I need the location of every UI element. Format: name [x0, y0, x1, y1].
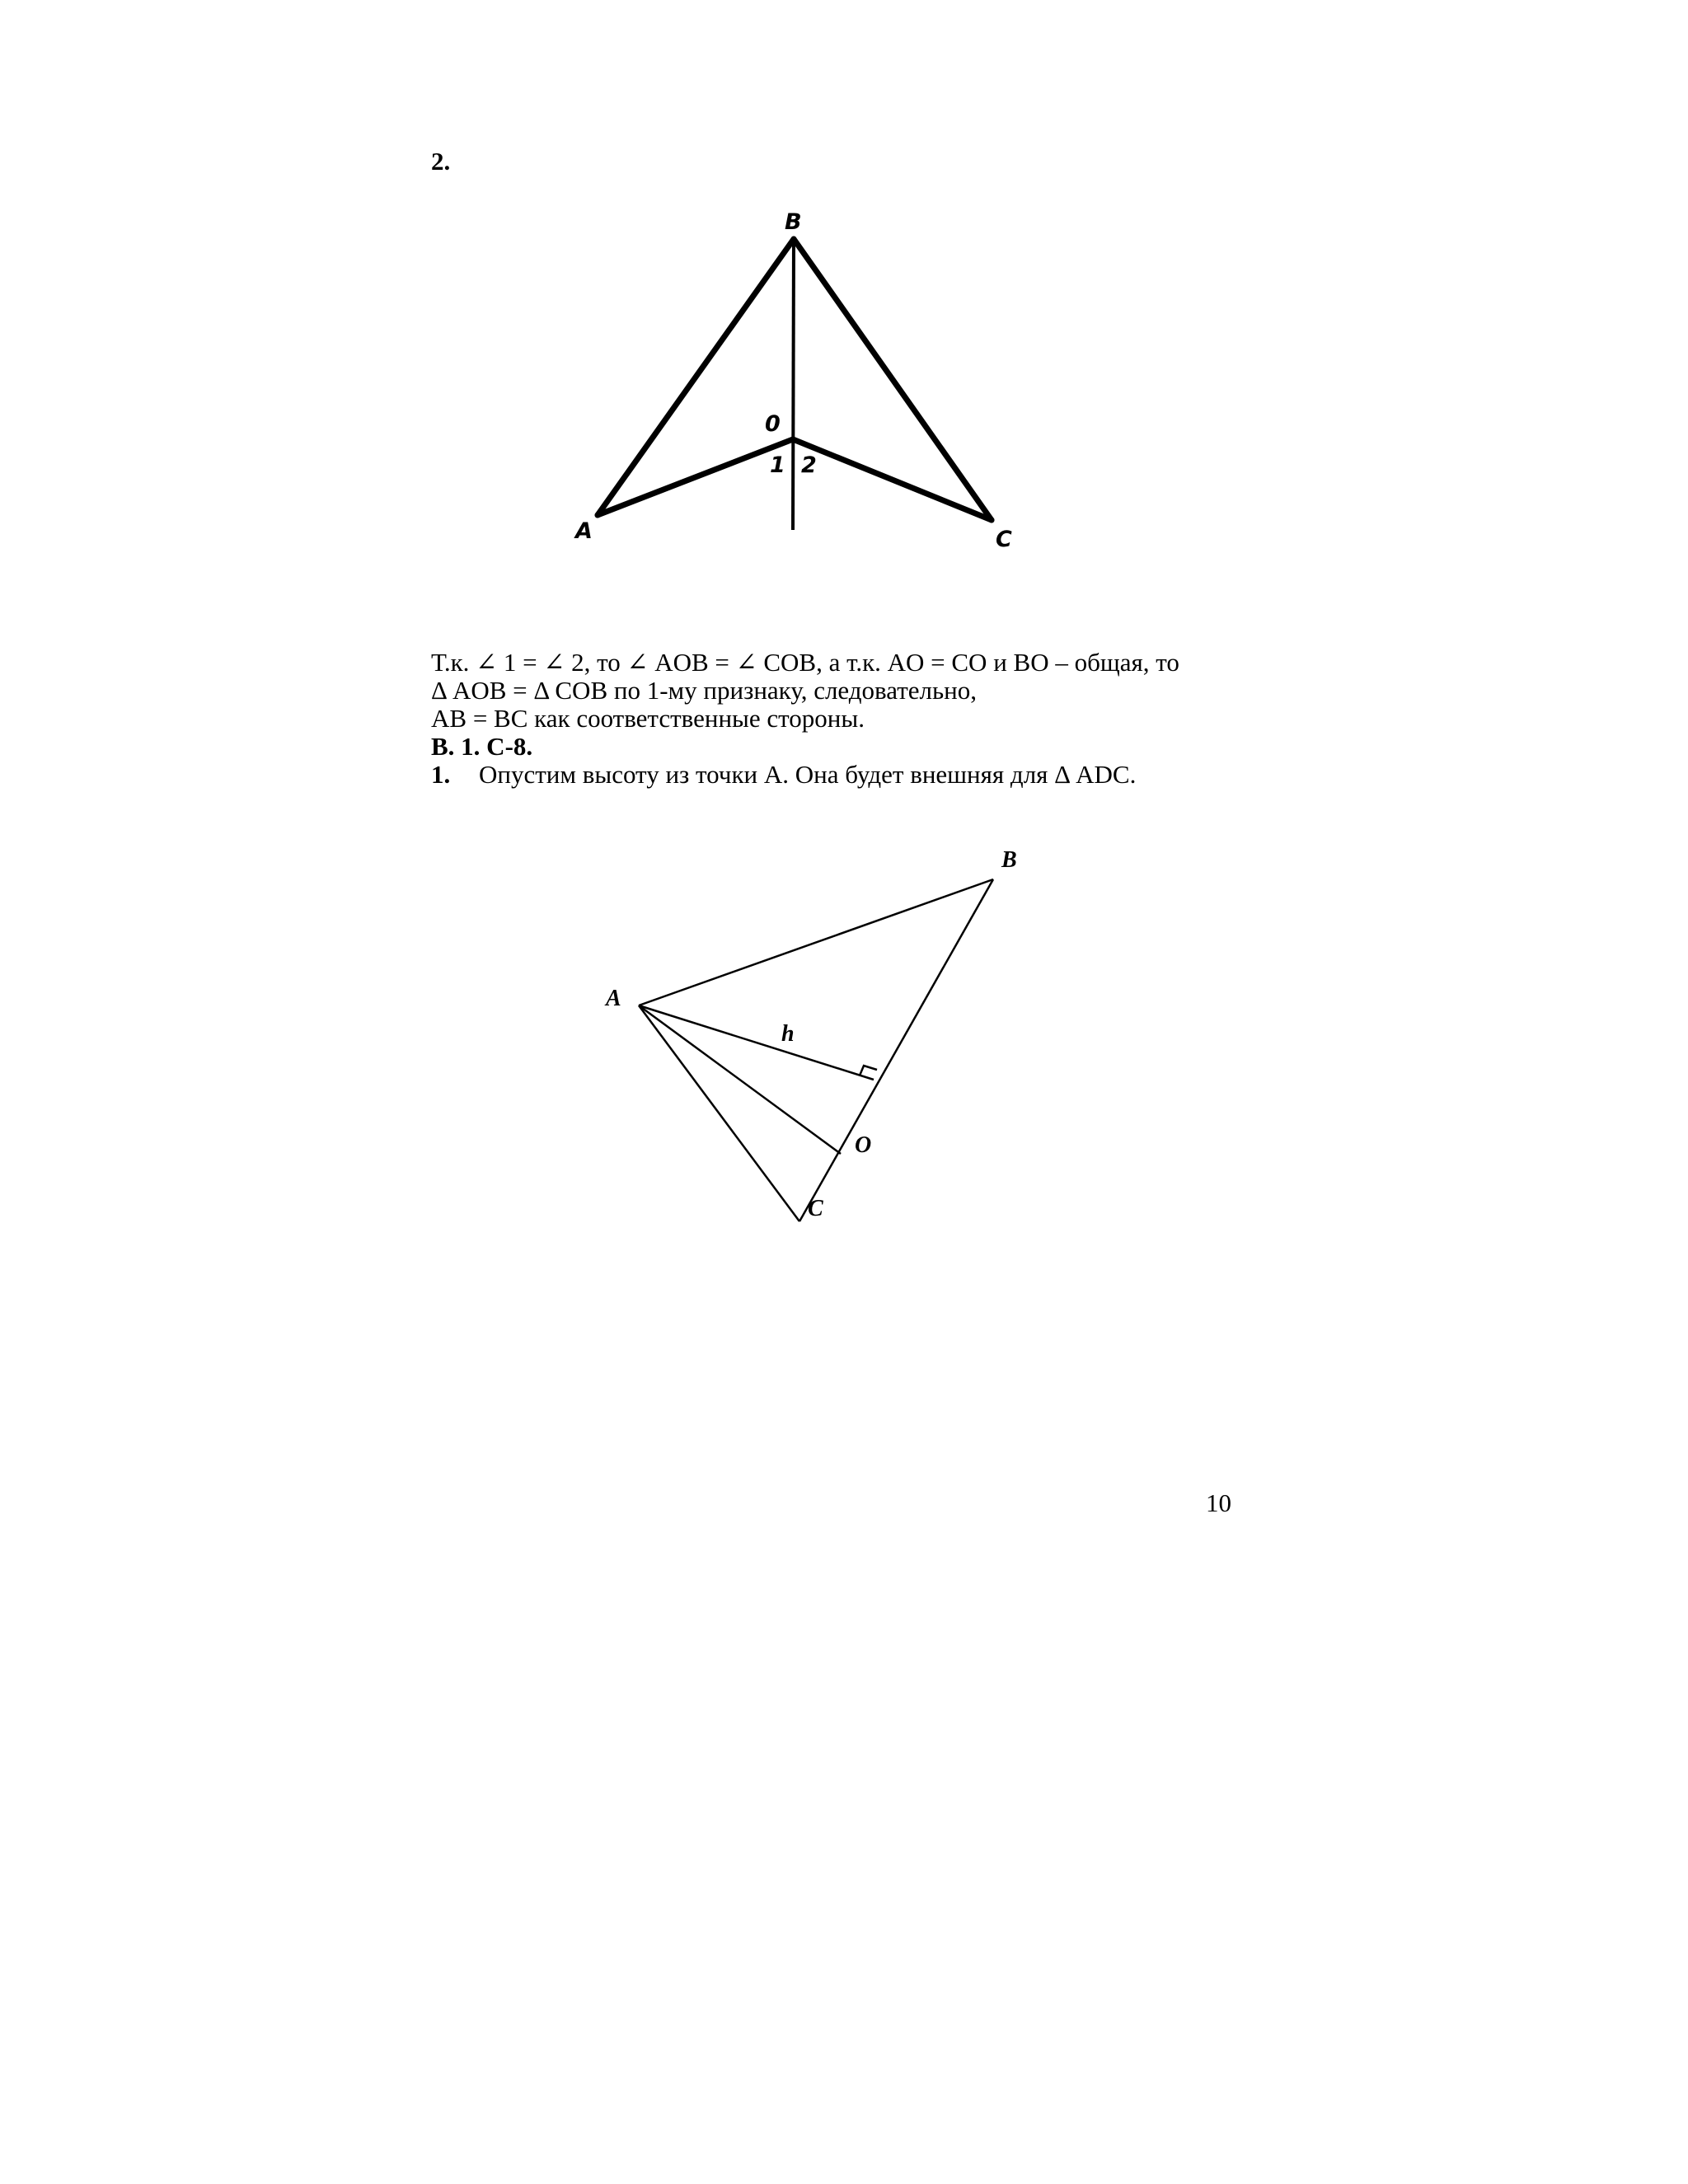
segment-height — [639, 1005, 874, 1080]
label-a: A — [575, 518, 593, 544]
label-o: 0 — [765, 411, 781, 437]
solution-line-3: AB = BC как соответственные стороны. — [431, 704, 865, 733]
solution-line-2: Δ AOB = Δ COB по 1-му признаку, следовательно, — [431, 676, 977, 705]
label-o: O — [855, 1132, 872, 1158]
label-a: A — [606, 986, 621, 1011]
segment-ab — [639, 879, 993, 1005]
figure-triangle-height — [560, 841, 1063, 1253]
label-c: C — [808, 1196, 823, 1221]
segment-ao — [639, 1005, 841, 1154]
solution-line-1: Т.к. ∠ 1 = ∠ 2, то ∠ AOB = ∠ COB, а т.к. AO = CO и BO – общая, то — [431, 648, 1179, 677]
right-angle-marker — [860, 1066, 877, 1076]
label-angle-2: 2 — [801, 452, 817, 478]
problem-number: 2. — [431, 147, 451, 176]
item-1 — [431, 761, 1255, 789]
label-h: h — [781, 1021, 795, 1047]
solution-text — [431, 649, 1255, 789]
segment-ab — [598, 239, 794, 515]
label-angle-1: 1 — [770, 452, 785, 478]
label-b: B — [785, 209, 802, 235]
segment-ac — [639, 1005, 799, 1221]
segment-bo-extended — [793, 239, 794, 530]
item-1-number: 1. — [431, 760, 451, 789]
item-1-text: Опустим высоту из точки A. Она будет внешняя для Δ ADC. — [479, 760, 1137, 789]
figure-triangle-aob-cob — [569, 200, 1043, 563]
label-c: C — [996, 527, 1012, 552]
page-number: 10 — [1206, 1488, 1231, 1517]
segment-bc — [799, 879, 993, 1221]
section-heading: В. 1. С-8. — [431, 732, 533, 761]
label-b: B — [1001, 847, 1017, 873]
